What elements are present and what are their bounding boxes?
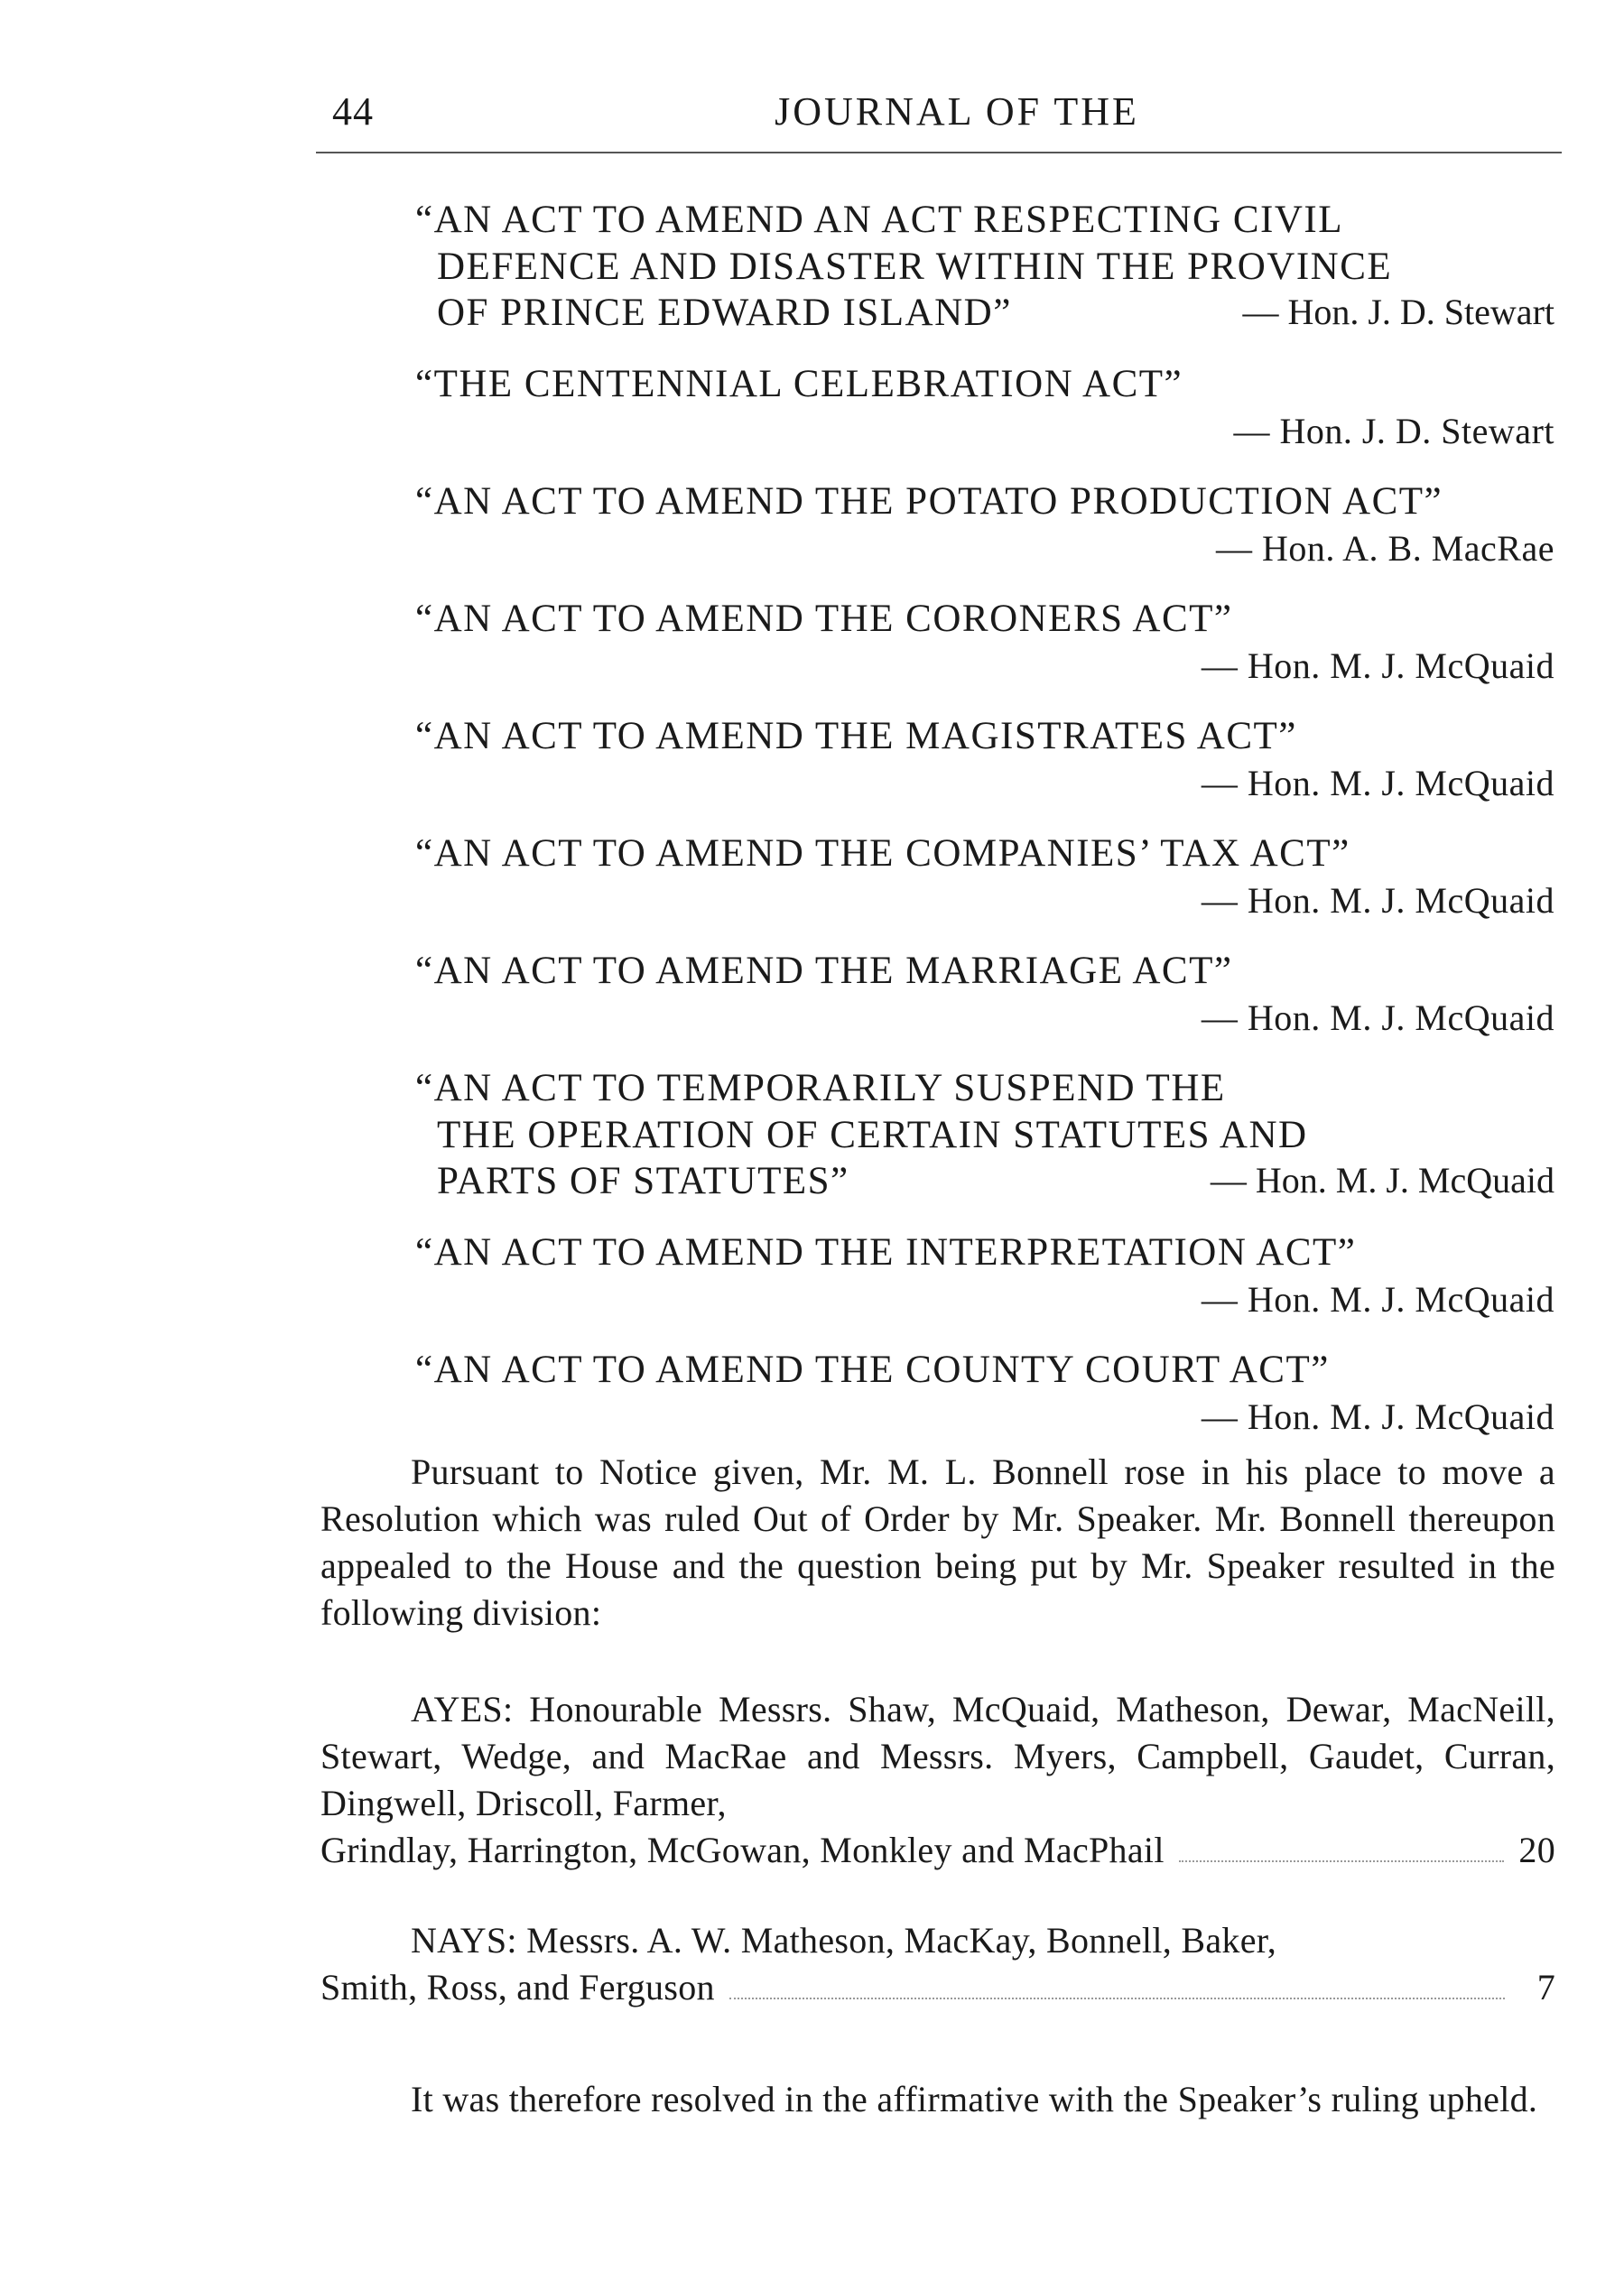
bill-entry [415, 596, 1554, 690]
ayes-count: 20 [1518, 1830, 1555, 1870]
nays-paragraph [320, 1917, 1555, 2011]
nays-count-line [320, 1964, 1555, 2011]
bill-entry [415, 361, 1554, 455]
page-header [316, 88, 1562, 143]
bill-title [415, 1347, 1554, 1394]
bill-entry [415, 830, 1554, 924]
page-number: 44 [332, 89, 374, 134]
bill-title-line: THE OPERATION OF CERTAIN STATUTES AND [437, 1114, 1308, 1156]
bill-sponsor: — Hon. M. J. McQuaid [1201, 763, 1554, 803]
bill-sponsor: — Hon. J. D. Stewart [1233, 411, 1554, 451]
bill-entry [415, 197, 1554, 338]
bill-title-line: “AN ACT TO TEMPORARILY SUSPEND THE [415, 1067, 1226, 1109]
bill-sponsor: — Hon. M. J. McQuaid [1210, 1160, 1554, 1201]
bill-entry [415, 478, 1554, 572]
bill-title-line: “AN ACT TO AMEND THE COMPANIES’ TAX ACT” [415, 832, 1350, 875]
bill-title-line: “AN ACT TO AMEND THE MAGISTRATES ACT” [415, 715, 1297, 757]
bill-title [415, 1065, 1554, 1159]
ayes-last-line: Grindlay, Harrington, McGowan, Monkley and MacPhail [320, 1830, 1165, 1870]
bill-entry [415, 713, 1554, 807]
bill-title [415, 197, 1554, 291]
ayes-text: AYES: Honourable Messrs. Shaw, McQuaid, Matheson, Dewar, MacNeill, Stewart, Wedge, and MacRae and Messrs. Myers, Campbell, Gaudet, Curran, Dingwell, Driscoll, Farmer, [320, 1689, 1555, 1823]
bill-sponsor: — Hon. A. B. MacRae [1215, 528, 1554, 569]
bill-title-line: PARTS OF STATUTES” [437, 1160, 849, 1202]
bill-title-line: DEFENCE AND DISASTER WITHIN THE PROVINCE [437, 246, 1393, 288]
bill-title-line: OF PRINCE EDWARD ISLAND” [437, 292, 1012, 334]
bill-title-line: “AN ACT TO AMEND THE COUNTY COURT ACT” [415, 1349, 1330, 1391]
bill-last-line [415, 1159, 1554, 1206]
dot-leader [1179, 1860, 1505, 1862]
bill-title [415, 713, 1554, 760]
bill-title [415, 596, 1554, 643]
bill-title-line: “AN ACT TO AMEND AN ACT RESPECTING CIVIL [415, 199, 1343, 241]
bill-title [415, 1229, 1554, 1276]
ayes-count-line [320, 1827, 1555, 1874]
bill-sponsor: — Hon. M. J. McQuaid [1201, 880, 1554, 921]
resolved-paragraph: It was therefore resolved in the affirmative with the Speaker’s ruling upheld. [411, 2079, 1538, 2119]
bill-title-line: “AN ACT TO AMEND THE CORONERS ACT” [415, 598, 1233, 640]
bills-list [415, 197, 1554, 1464]
bill-title [415, 830, 1554, 877]
running-title: JOURNAL OF THE [775, 89, 1139, 134]
pursuant-paragraph: Pursuant to Notice given, Mr. M. L. Bonnell rose in his place to move a Resolution which was ruled Out of Order by Mr. Speaker. Mr. Bonnell thereupon appealed to the House and the question being put by Mr. Speaker resulted in the following division: [320, 1451, 1555, 1633]
bill-sponsor: — Hon. M. J. McQuaid [1201, 1279, 1554, 1320]
nays-count: 7 [1536, 1967, 1555, 2007]
ayes-paragraph [320, 1686, 1555, 1874]
bill-title [415, 948, 1554, 995]
dot-leader [729, 1998, 1505, 1999]
bill-last-line [415, 291, 1554, 338]
bill-entry [415, 1347, 1554, 1441]
header-rule [316, 152, 1562, 153]
bill-sponsor: — Hon. M. J. McQuaid [1201, 1396, 1554, 1437]
bill-sponsor: — Hon. M. J. McQuaid [1201, 997, 1554, 1038]
nays-last-line: Smith, Ross, and Ferguson [320, 1967, 715, 2007]
bill-sponsor: — Hon. J. D. Stewart [1242, 292, 1554, 332]
nays-text: NAYS: Messrs. A. W. Matheson, MacKay, Bonnell, Baker, [411, 1920, 1277, 1961]
bill-title [415, 478, 1554, 525]
bill-title [415, 361, 1554, 408]
bill-title-line: “AN ACT TO AMEND THE POTATO PRODUCTION ACT” [415, 480, 1443, 523]
bill-entry [415, 1229, 1554, 1323]
bill-title-line: “AN ACT TO AMEND THE MARRIAGE ACT” [415, 950, 1233, 992]
bill-title-line: “THE CENTENNIAL CELEBRATION ACT” [415, 363, 1183, 405]
bill-title-line: “AN ACT TO AMEND THE INTERPRETATION ACT” [415, 1231, 1357, 1274]
bill-sponsor: — Hon. M. J. McQuaid [1201, 645, 1554, 686]
bill-entry [415, 1065, 1554, 1206]
bill-entry [415, 948, 1554, 1042]
